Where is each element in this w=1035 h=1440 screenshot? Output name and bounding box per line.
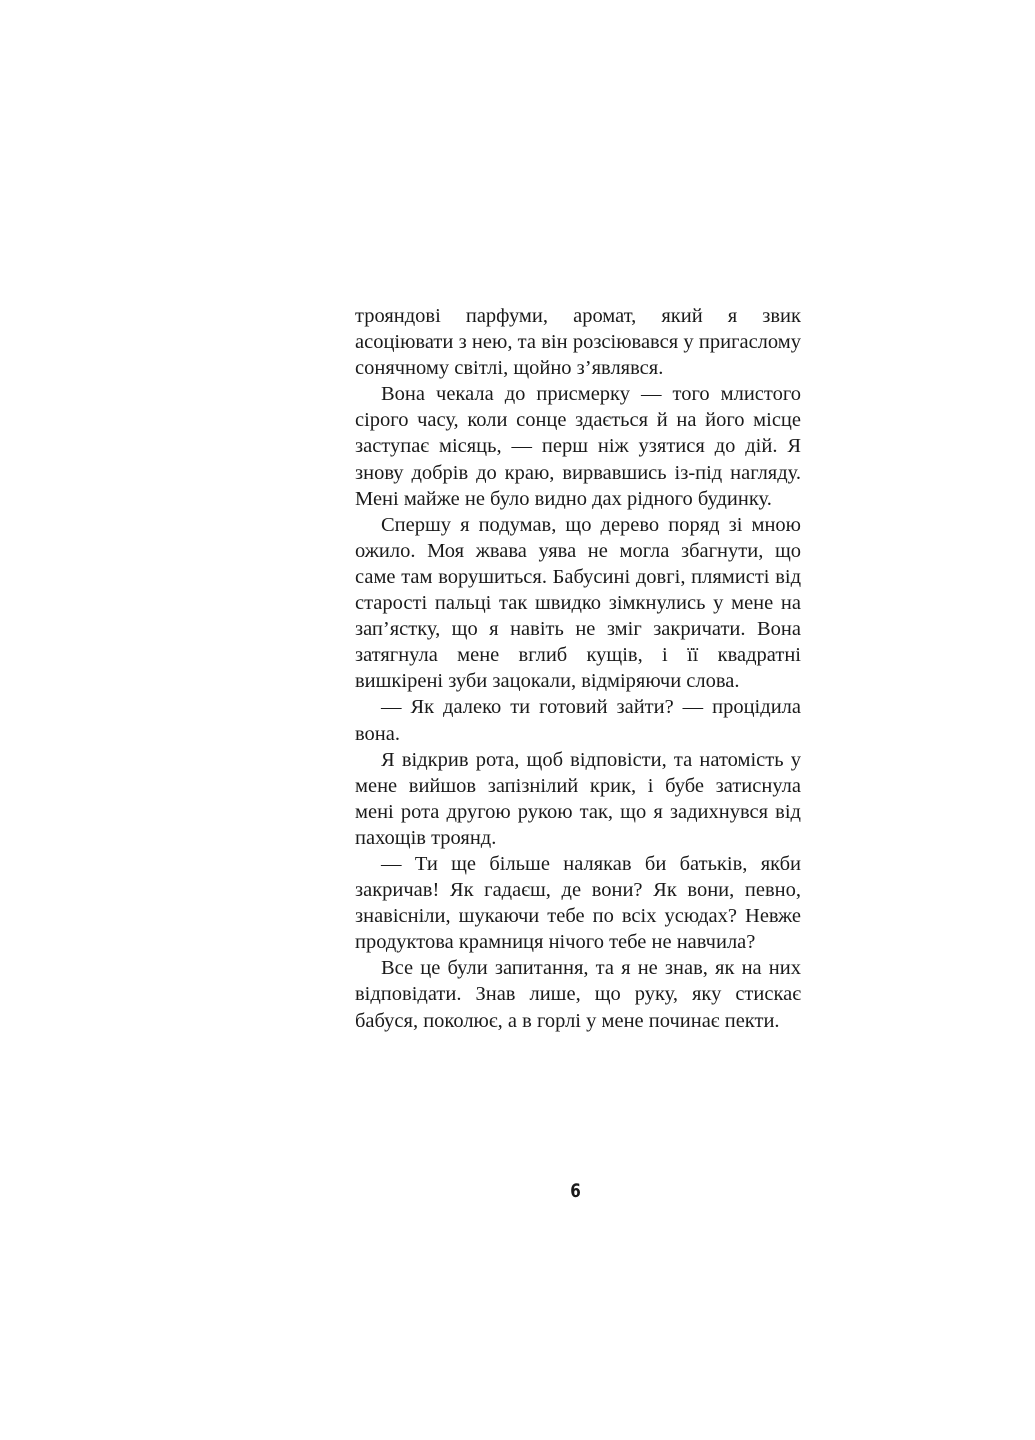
paragraph-continuation: трояндові парфуми, аромат, який я звик асоціювати з нею, та він розсіювався у пригаслому сонячному світлі, щойно з’являвся.: [355, 305, 801, 380]
paragraph: Вона чекала до присмерку — того млистого сірого часу, коли сонце здається й на його місце заступає місяць, — перш ніж узятися до дій. Я знову добрів до краю, вирвавшись із-під нагляду. Мені майже не було видно дах рідного будинку.: [355, 383, 801, 510]
paragraph: Спершу я подумав, що дерево поряд зі мною ожило. Моя жвава уява не могла збагнути, що саме там ворушиться. Бабусині довгі, плямисті від старості пальці так швидко зімкнулись у мене на зап’ястку, що я навіть не зміг закричати. Вона затягнула мене вглиб кущів, і її квадратні вишкірені зуби зацокали, відміряючи слова.: [355, 513, 801, 693]
body-text: [355, 303, 801, 1034]
paragraph: Все це були запитання, та я не знав, як на них відповідати. Знав лише, що руку, яку стискає бабуся, поколює, а в горлі у мене починає пекти.: [355, 957, 801, 1032]
dialogue-paragraph: — Ти ще більше налякав би батьків, якби закричав! Як гадаєш, де вони? Як вони, певно, знавісніли, шукаючи тебе по всіх усюдах? Невже продуктова крамниця нічого тебе не навчила?: [355, 852, 801, 954]
dialogue-paragraph: — Як далеко ти готовий зайти? — процідила вона.: [355, 696, 801, 745]
paragraph: Я відкрив рота, щоб відповісти, та натомість у мене вийшов запізнілий крик, і бубе затиснула мені рота другою рукою так, що я задихнувся від пахощів троянд.: [355, 748, 801, 849]
page-number: 6: [570, 1180, 581, 1202]
